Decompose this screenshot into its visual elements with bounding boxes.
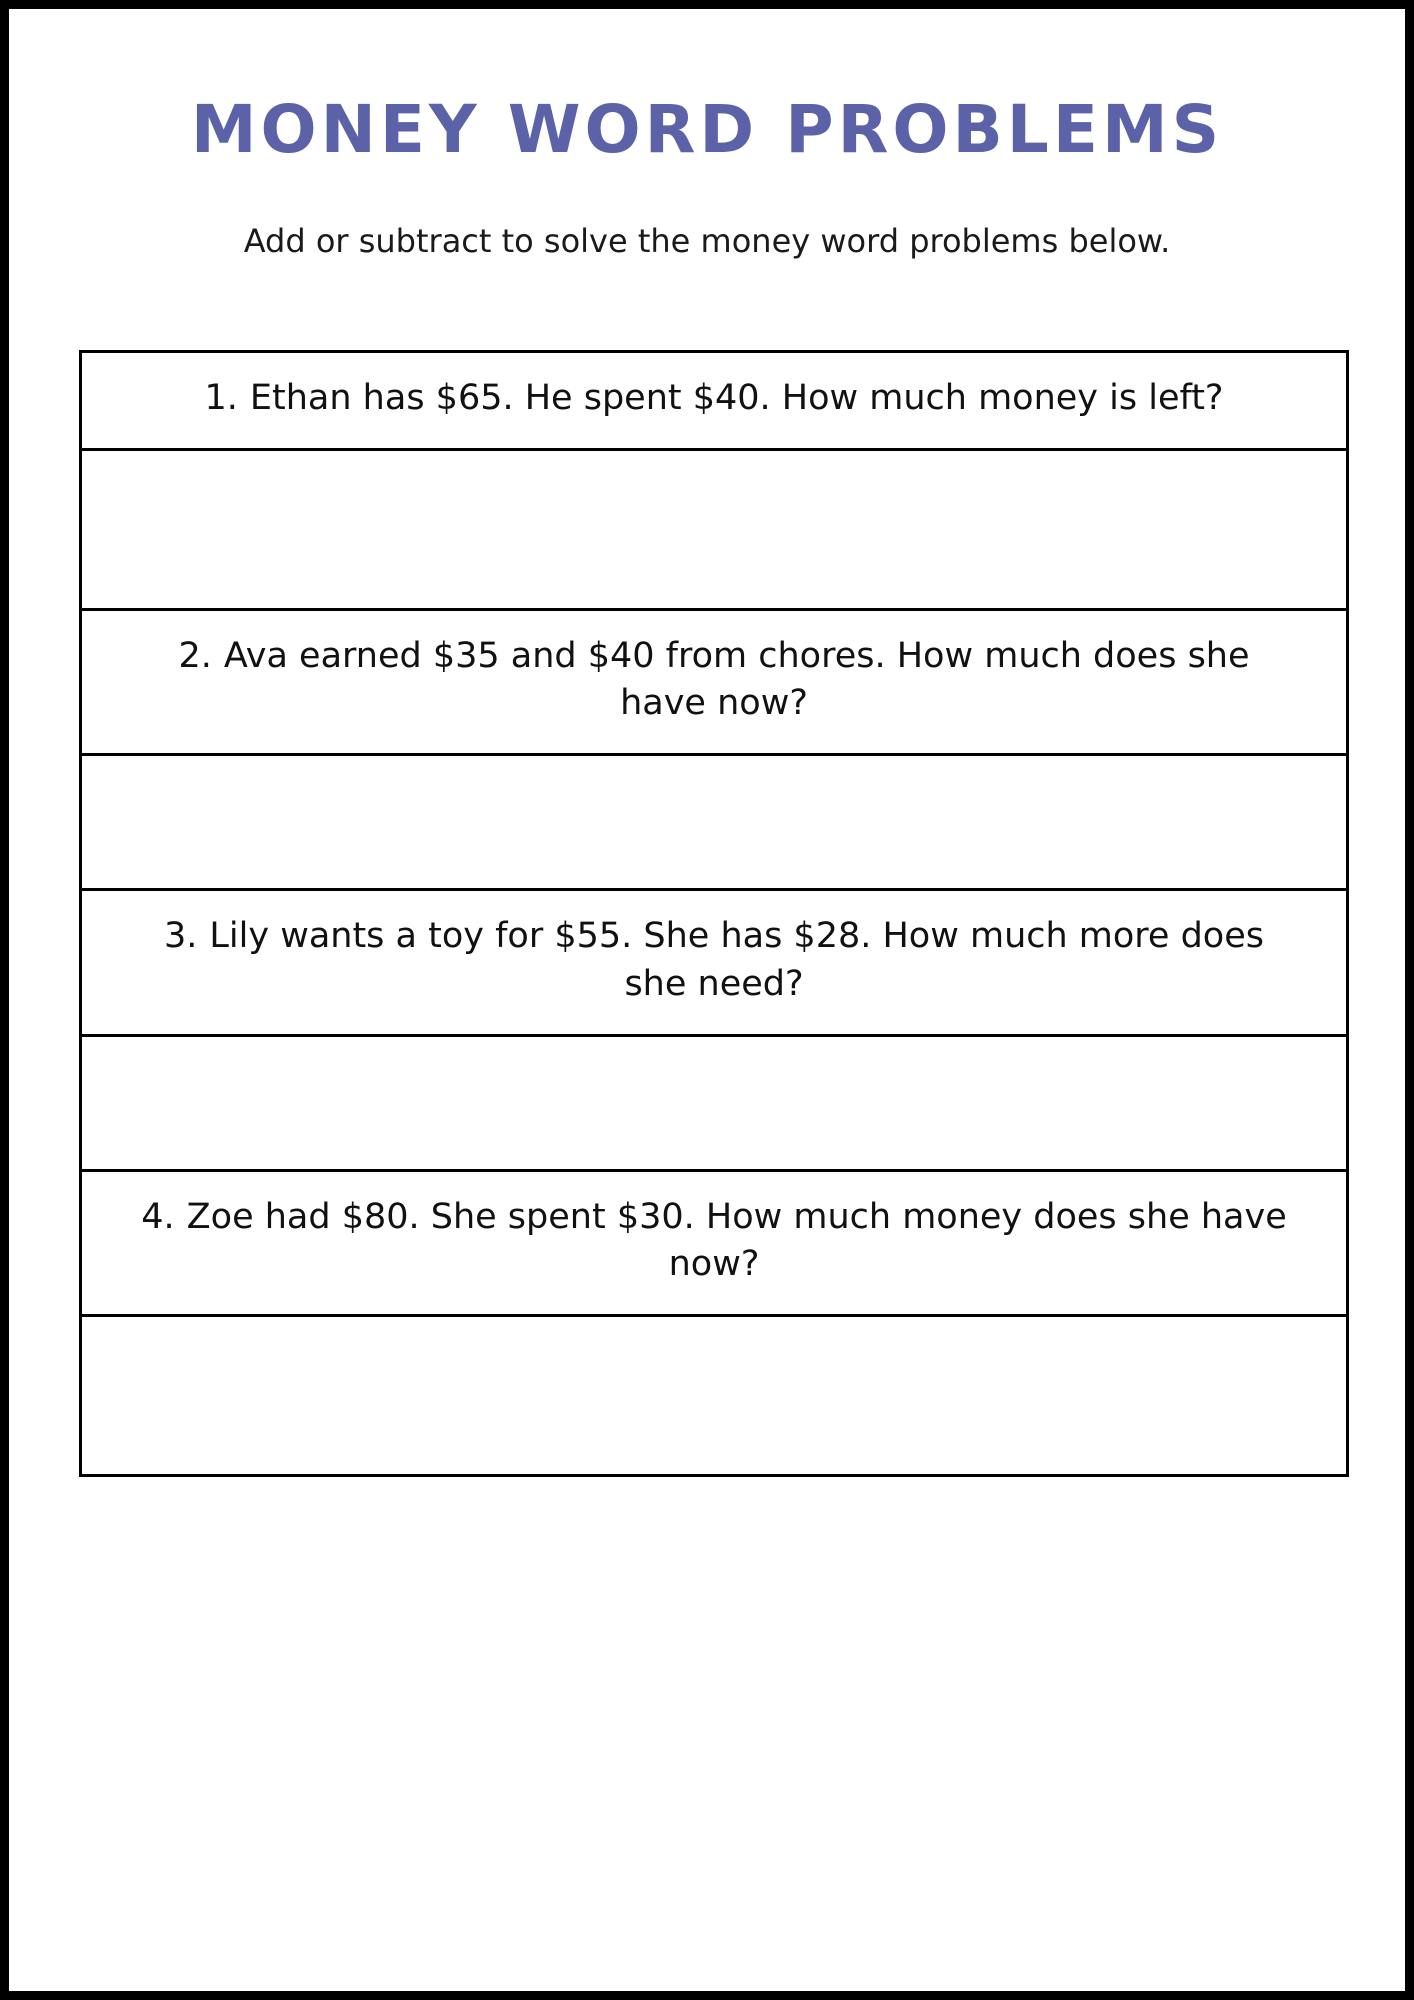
worksheet-content: [9, 9, 1405, 1991]
instructions-text: Add or subtract to solve the money word problems below.: [243, 221, 1171, 260]
problem-text: Ethan has $65. He spent $40. How much money is left?: [249, 377, 1224, 418]
table-row: [82, 1172, 1346, 1318]
answer-box[interactable]: [82, 1037, 1346, 1172]
table-row: [82, 353, 1346, 451]
problem-text: Ava earned $35 and $40 from chores. How much does she have now?: [223, 635, 1250, 724]
problem-text: Lily wants a toy for $55. She has $28. How much more does she need?: [209, 916, 1264, 1004]
answer-box[interactable]: [82, 1317, 1346, 1477]
table-row: [82, 611, 1346, 757]
answer-box[interactable]: [82, 451, 1346, 611]
problems-table: [79, 350, 1349, 1478]
problem-text: Zoe had $80. She spent $30. How much money does she have now?: [186, 1196, 1287, 1285]
table-row: [82, 891, 1346, 1037]
problem-number: 1.: [204, 377, 238, 418]
problem-number: 3.: [164, 916, 198, 957]
page-title: MONEY WORD PROBLEMS: [190, 91, 1224, 168]
answer-box[interactable]: [82, 756, 1346, 891]
problem-number: 2.: [178, 635, 212, 676]
problem-number: 4.: [141, 1196, 175, 1237]
